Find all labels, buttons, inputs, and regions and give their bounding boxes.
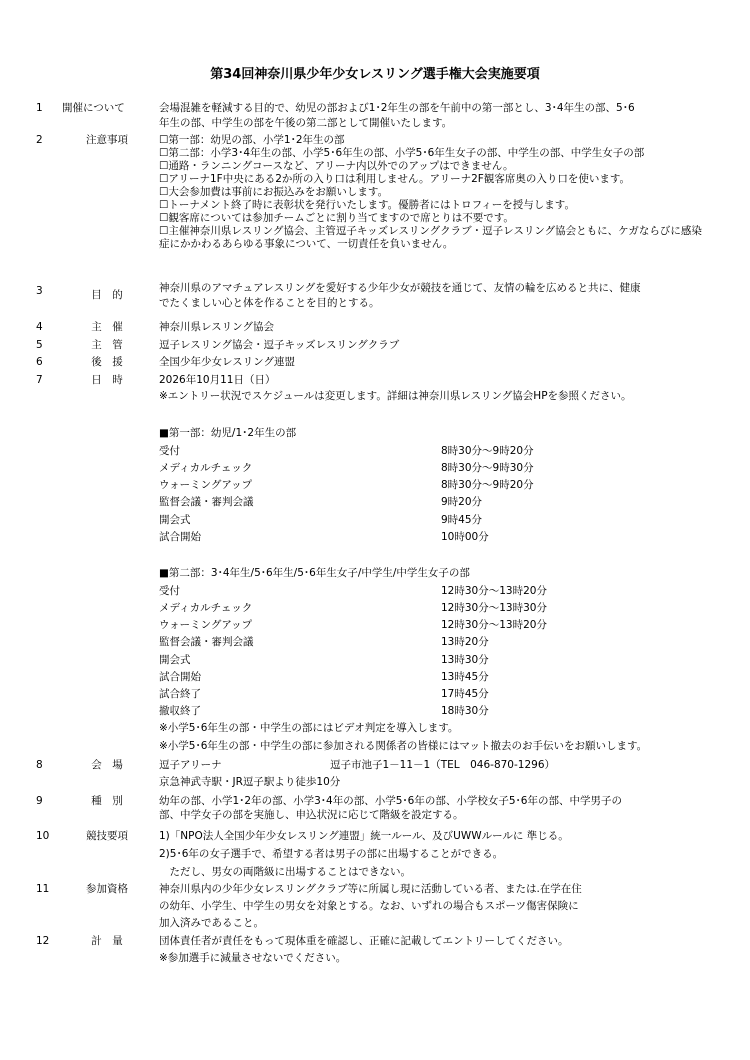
section-text-line: 2)5･6年の女子選手で、希望する者は男子の部に出場することができる。 bbox=[159, 848, 504, 860]
notice-item: 症にかかわるあらゆる事象について、一切責任を負いません。 bbox=[159, 238, 454, 250]
schedule-time: 13時30分 bbox=[441, 654, 489, 666]
section-label: 会 場 bbox=[91, 759, 123, 771]
section-text-line: 会場混雑を軽減する目的で、幼児の部および1･2年生の部を午前中の第一部とし、3･4年生の部、5･6 bbox=[159, 102, 635, 114]
section-number: 5 bbox=[36, 339, 43, 351]
section-label: 注意事項 bbox=[86, 134, 128, 146]
notice-item: ☐アリーナ1F中央にある2か所の入り口は利用しません。アリーナ2F観客席奥の入り口を使います。 bbox=[159, 173, 630, 185]
section-number: 11 bbox=[36, 883, 50, 895]
schedule-time: 12時30分～13時20分 bbox=[441, 619, 547, 631]
schedule-item: 受付 bbox=[159, 585, 180, 597]
notice-item: ☐大会参加費は事前にお振込みをお願いします。 bbox=[159, 186, 389, 198]
section-number: 2 bbox=[36, 134, 43, 146]
schedule-time: 10時00分 bbox=[441, 531, 489, 543]
section-number: 7 bbox=[36, 374, 43, 386]
section-text-line: でたくましい心と体を作ることを目的とする。 bbox=[159, 297, 380, 309]
schedule-time: 9時45分 bbox=[441, 514, 483, 526]
host-text: 逗子レスリング協会・逗子キッズレスリングクラブ bbox=[159, 339, 400, 351]
venue-address: 逗子市池子1－11－1（TEL 046-870-1296） bbox=[330, 759, 556, 771]
section-text-line: ただし、男女の両階級に出場することはできない。 bbox=[159, 866, 411, 878]
schedule-item: メディカルチェック bbox=[159, 602, 253, 614]
notice-item: ☐観客席については参加チームごとに割り当てますので席とりは不要です。 bbox=[159, 212, 514, 224]
schedule-note: ※小学5･6年生の部・中学生の部に参加される関係者の皆様にはマット撤去のお手伝いをお願いします。 bbox=[159, 740, 648, 752]
section-label: 後 援 bbox=[91, 356, 123, 368]
section-number: 6 bbox=[36, 356, 43, 368]
schedule-item: 試合開始 bbox=[159, 671, 201, 683]
page-title: 第34回神奈川県少年少女レスリング選手権大会実施要項 bbox=[210, 67, 540, 82]
schedule-item: メディカルチェック bbox=[159, 462, 253, 474]
section-number: 8 bbox=[36, 759, 43, 771]
schedule-item: 監督会議・審判会議 bbox=[159, 636, 254, 648]
schedule-item: 試合終了 bbox=[159, 688, 201, 700]
section-text-line: 加入済みであること。 bbox=[159, 917, 264, 929]
notice-item: ☐第二部：小学3･4年生の部、小学5･6年生の部、小学5･6年生女子の部、中学生の部、中学生女子の部 bbox=[159, 147, 645, 159]
section-label: 競技要項 bbox=[86, 830, 128, 842]
schedule-time: 8時30分～9時20分 bbox=[441, 479, 534, 491]
schedule-item: 開会式 bbox=[159, 514, 191, 526]
notice-item: ☐主催神奈川県レスリング協会、主管逗子キッズレスリングクラブ・逗子レスリング協会ともに、ケガならびに感染 bbox=[159, 225, 702, 237]
section-text-line: 部、中学女子の部を実施し、申込状況に応じて階級を設定する。 bbox=[159, 809, 464, 821]
section-label: 開催について bbox=[62, 102, 125, 114]
notice-item: ☐通路・ランニングコースなど、アリーナ内以外でのアップはできません。 bbox=[159, 160, 514, 172]
schedule-time: 12時30分～13時30分 bbox=[441, 602, 547, 614]
schedule-time: 17時45分 bbox=[441, 688, 489, 700]
schedule-time: 12時30分～13時20分 bbox=[441, 585, 547, 597]
section-text-line: 団体責任者が責任をもって現体重を確認し、正確に記載してエントリーしてください。 bbox=[159, 935, 569, 947]
section-text-line: 神奈川県のアマチュアレスリングを愛好する少年少女が競技を通じて、友情の輪を広めると共に、健康 bbox=[159, 282, 641, 294]
notice-item: ☐第一部：幼児の部、小学1･2年生の部 bbox=[159, 134, 345, 146]
section-text-line: 1)「NPO法人全国少年少女レスリング連盟」統一ルール、及びUWWルールに 準じる。 bbox=[159, 830, 569, 842]
event-date: 2026年10月11日（日） bbox=[159, 374, 276, 386]
section-label: 目 的 bbox=[91, 289, 123, 301]
section-text-line: の幼年、小学生、中学生の男女を対象とする。なお、いずれの場合もスポーツ傷害保険に bbox=[159, 900, 579, 912]
section-label: 計 量 bbox=[91, 935, 123, 947]
organizer-text: 神奈川県レスリング協会 bbox=[159, 321, 274, 333]
schedule-heading: ■第一部：幼児/1･2年生の部 bbox=[159, 427, 297, 439]
schedule-heading: ■第二部：3･4年生/5･6年生/5･6年生女子/中学生/中学生女子の部 bbox=[159, 567, 470, 579]
section-text-line: ※参加選手に減量させないでください。 bbox=[159, 952, 347, 964]
venue-name: 逗子アリーナ bbox=[159, 759, 222, 771]
sponsor-text: 全国少年少女レスリング連盟 bbox=[159, 356, 295, 368]
section-label: 日 時 bbox=[91, 374, 123, 386]
section-number: 10 bbox=[36, 830, 50, 842]
notice-item: ☐トーナメント終了時に表彰状を発行いたします。優勝者にはトロフィーを授与します。 bbox=[159, 199, 575, 211]
schedule-time: 13時20分 bbox=[441, 636, 489, 648]
schedule-time: 18時30分 bbox=[441, 705, 489, 717]
schedule-item: 監督会議・審判会議 bbox=[159, 496, 254, 508]
section-label: 主 管 bbox=[91, 339, 123, 351]
schedule-item: 開会式 bbox=[159, 654, 191, 666]
schedule-note: ※小学5･6年生の部・中学生の部にはビデオ判定を導入します。 bbox=[159, 722, 459, 734]
schedule-time: 9時20分 bbox=[441, 496, 483, 508]
section-number: 1 bbox=[36, 102, 43, 114]
schedule-item: 受付 bbox=[159, 445, 180, 457]
section-number: 3 bbox=[36, 285, 43, 297]
schedule-time: 13時45分 bbox=[441, 671, 489, 683]
section-text-line: 年生の部、中学生の部を午後の第二部として開催いたします。 bbox=[159, 117, 453, 129]
section-text-line: 幼年の部、小学1･2年の部、小学3･4年の部、小学5･6年の部、小学校女子5･6年の部、中学男子の bbox=[159, 795, 622, 807]
section-text-line: 神奈川県内の少年少女レスリングクラブ等に所属し現に活動している者、または.在学在住 bbox=[159, 883, 582, 895]
schedule-item: ウォーミングアップ bbox=[159, 619, 253, 631]
schedule-time: 8時30分～9時20分 bbox=[441, 445, 534, 457]
section-label: 主 催 bbox=[91, 321, 123, 333]
venue-access: 京急神武寺駅・JR逗子駅より徒歩10分 bbox=[159, 776, 341, 788]
section-number: 9 bbox=[36, 795, 43, 807]
schedule-time: 8時30分～9時30分 bbox=[441, 462, 534, 474]
section-number: 12 bbox=[36, 935, 50, 947]
schedule-item: 試合開始 bbox=[159, 531, 201, 543]
schedule-item: 撤収終了 bbox=[159, 705, 201, 717]
schedule-item: ウォーミングアップ bbox=[159, 479, 253, 491]
section-label: 種 別 bbox=[91, 795, 123, 807]
schedule-note: ※エントリー状況でスケジュールは変更します。詳細は神奈川県レスリング協会HPを参照ください。 bbox=[159, 390, 632, 402]
section-number: 4 bbox=[36, 321, 43, 333]
section-label: 参加資格 bbox=[86, 883, 128, 895]
